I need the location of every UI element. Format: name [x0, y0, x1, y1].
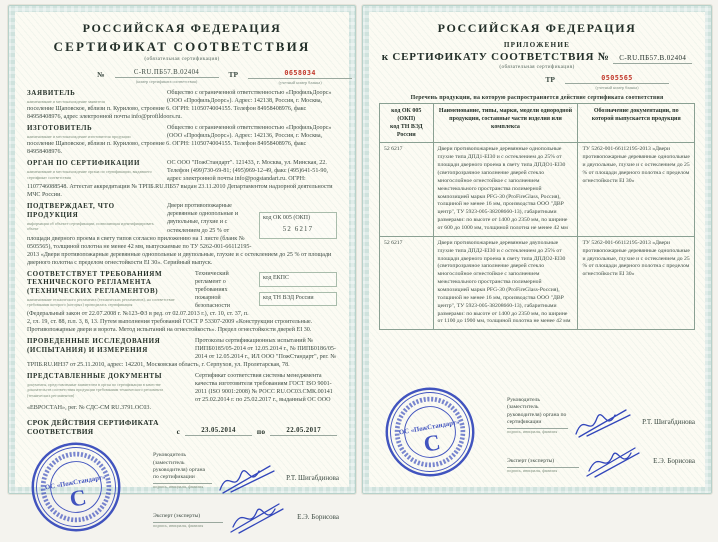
validity-from-label: с: [176, 427, 181, 437]
documents-label: ПРЕДСТАВЛЕННЫЕ ДОКУМЕНТЫ: [27, 372, 163, 381]
column-header-codes: [380, 104, 434, 143]
head-signature-row: [153, 452, 339, 489]
annex-stamp-letter: С: [421, 429, 443, 457]
compliance-text: Технический регламент о требованиях пожарной безопасности (Федеральный закон от 22.07.2008 г. №123-ФЗ в ред. от 02.07.2013 г.), ст. 10, ст. 37, п. 2, гл. 19, ст. 88, п.п. 3, 8, 13. Путем выполнения требований ГОСТ Р 53307-2009 «Конструкции строительные. Противопожарные двери и ворота. Метод испытаний на огнестойкость». Предел огнестойкости дверей EI 30.: [27, 270, 313, 333]
certification-body-text: ОС ООО "ПожСтандарт". 121433, г. Москва, ул. Минская, 22. Телефон (499)730-69-81; (495)969-12-49, факс (495)641-51-90, адрес электронной почты info@pogstandart.ru. ОГРН: 1107746088548. Аттестат аккредитации № ТРПБ.RU.ПБ57 выдан 23.11.2010 Департаментом надзорной деятельности МЧС России.: [27, 160, 333, 199]
expert-signature-icon: [225, 501, 289, 535]
ekps-code-box: [259, 272, 337, 287]
page-title-certificate: СЕРТИФИКАТ СООТВЕТСТВИЯ: [53, 39, 311, 54]
annex-blank-number-row: [379, 74, 669, 90]
manufacturer-sublabel: наименование и местонахождение изготовителя продукции: [27, 133, 131, 139]
section-applicant: [27, 89, 337, 121]
stamp-center-text: ОС «ПожСтандарт»: [44, 474, 107, 492]
annex-certificate-number: C-RU.ПБ57.В.02404: [613, 54, 692, 64]
certificate-number: C-RU.ПБ57.В.02404: [115, 69, 219, 78]
compliance-sublabel: наименование технического регламента (технических регламентов), на соответствие требованиям которого (которых) проводилась сертификация: [27, 296, 175, 308]
annex-head-signature-caption: подпись, инициалы, фамилия: [507, 429, 558, 435]
compliance-label: СООТВЕТСТВУЕТ ТРЕБОВАНИЯМ ТЕХНИЧЕСКОГО РЕГЛАМЕНТА (ТЕХНИЧЕСКИХ РЕГЛАМЕНТОВ): [27, 269, 163, 296]
ekps-code-label: код ЕКПС: [263, 274, 289, 281]
annex-head-signature-label-block: [507, 397, 568, 434]
annex-title-row: [379, 51, 695, 63]
signature-block: [25, 442, 339, 534]
annex-title-prefix: к СЕРТИФИКАТУ СООТВЕТСТВИЯ №: [381, 51, 610, 63]
annex-head-signature-name: Р.Т. Шигабдинова: [642, 418, 695, 427]
annex-certification-body-stamp: [376, 378, 485, 487]
applicant-label: ЗАЯВИТЕЛЬ: [27, 89, 76, 97]
certification-body-label: ОРГАН ПО СЕРТИФИКАЦИИ: [27, 159, 141, 168]
certificate-number-field: [115, 69, 219, 84]
table-row: [380, 143, 695, 236]
head-signature-name: Р.Т. Шигабдинова: [286, 473, 339, 482]
annex-blank-number: 0505565: [565, 74, 669, 84]
head-signature-icon: [214, 462, 278, 496]
number-sign: №: [97, 70, 105, 79]
row2-doc: ТУ 5262-001-66112195-2013 «Двери противопожарные деревянные однопольные и двупольные, глухие и с остеклением до 25 % от площади дверного полотна с пределом огнестойкости EI 30»: [578, 236, 695, 329]
certificate-paper: [15, 12, 349, 529]
head-signature-label: Руководитель (заместитель руководителя) органа по сертификации: [153, 452, 212, 484]
tr-label: ТР: [228, 70, 239, 79]
product-sublabel: информация об объекте сертификации, позволяющая идентифицировать объект: [27, 220, 154, 232]
annex-page: [362, 5, 712, 494]
validity-row: [27, 418, 337, 436]
applicant-text: Общество с ограниченной ответственностью «ПрофильДоорс» (ООО «ПрофильДоорс»). Адрес: 142138, Россия, г. Москва, поселение Щаповское, вблизи п. Курилово, строение 6. ОГРН: 1105074004155. Телефон 84958408976, факс 84958408976, адрес электронной почты info@profildoors.ru.: [27, 90, 332, 121]
research-label-block: [27, 337, 195, 355]
section-compliance: [27, 270, 337, 334]
section-manufacturer: [27, 124, 337, 156]
section-product: [27, 202, 337, 266]
expert-signature-label: Эксперт (эксперты): [153, 513, 223, 522]
compliance-label-block: [27, 270, 195, 308]
annex-expert-signature-icon: [581, 445, 645, 479]
applicant-label-block: [27, 89, 167, 104]
product-label: ПОДТВЕРЖДАЕТ, ЧТО ПРОДУКЦИЯ: [27, 202, 115, 220]
certification-body-stamp: [22, 433, 131, 542]
documents-label-block: [27, 372, 195, 398]
annex-blank-number-caption: (учетный номер бланка): [595, 85, 639, 90]
row2-name: Двери противопожарные деревянные двупольные глухие типа ДПД2-EI30 и с остеклением до 25% от площади дверного проема в свету типа ДПДО2-EI30 (светопрозрачное заполнение дверей стекло многослойное огнестойкое с заполнением межстекольного пространства полимерной композицией марки PFG-30 (ProFireGlass-Россия), толщиной не менее 16 мм, производства ООО "ДВР центр", ТУ 5923-005-38208660-13), габаритными размерами: по высоте от 1400 до 2350 мм, по ширине от 1100 до 1900 мм, толщиной полотна не менее 42 мм: [433, 236, 578, 329]
validity-from-date: 23.05.2014: [185, 427, 252, 436]
certificate-page: [8, 5, 356, 529]
annex-head-signature-row: [507, 397, 695, 434]
column-header-okp: код ОК 005 (ОКП): [391, 108, 422, 123]
blank-number: 0658034: [248, 69, 352, 79]
column-header-doc: Обозначение документации, по которой выпускается продукция: [578, 104, 695, 143]
validity-label: СРОК ДЕЙСТВИЯ СЕРТИФИКАТА СООТВЕТСТВИЯ: [27, 418, 159, 437]
page-title-country: РОССИЙСКАЯ ФЕДЕРАЦИЯ: [82, 21, 282, 35]
annex-signature-rows: [507, 387, 695, 473]
blank-number-field: [248, 69, 352, 85]
manufacturer-label: ИЗГОТОВИТЕЛЬ: [27, 124, 93, 133]
stamp-letter: С: [67, 484, 89, 513]
okp-code-value: 52 6217: [282, 226, 314, 234]
row2-code: 52 6217: [380, 236, 434, 329]
expert-signature-name: Е.Э. Борисова: [297, 512, 339, 521]
column-header-tnved: код ТН ВЭД России: [389, 124, 423, 139]
tnved-code-box: [259, 292, 337, 307]
annex-expert-signature-label-block: [507, 458, 579, 473]
manufacturer-text: Общество с ограниченной ответственностью «ПрофильДоорс» (ООО «ПрофильДоорс»). Адрес: 142136, Россия, г. Москва, поселение Щаповское, вблизи п. Курилово, строение 6. ОГРН: 1105074004155. Телефон 84958408976, факс 84958408976.: [27, 125, 332, 156]
okp-code-label: код ОК 005 (ОКП): [263, 215, 310, 222]
product-label-block: [27, 202, 167, 232]
signature-rows: [153, 442, 339, 528]
okp-code-box-wrap: [259, 212, 337, 244]
applicant-sublabel: наименование и местонахождение заявителя: [27, 98, 105, 104]
certification-body-label-block: [27, 159, 167, 180]
annex-paper: [369, 12, 705, 487]
annex-expert-signature-caption: подпись, инициалы, фамилия: [507, 468, 558, 474]
column-header-name: Наименование, типы, марки, модели однородной продукции, составные части изделия или комплекса: [433, 104, 578, 143]
blank-number-caption: (учетный номер бланка): [278, 80, 322, 85]
product-table-caption: Перечень продукции, на которую распространяется действие сертификата соответствия: [410, 95, 664, 101]
documents-sublabel: документы, представленные заявителем в орган по сертификации в качестве доказательств соответствия продукции требованиям технического регламента (технических регламентов): [27, 381, 164, 398]
certification-body-sublabel: наименование и местонахождение органа по сертификации, выдавшего сертификат соответствия: [27, 169, 152, 180]
annex-tr-label: ТР: [545, 75, 555, 84]
okp-code-box: [259, 212, 337, 239]
head-signature-label-block: [153, 452, 212, 489]
expert-signature-row: [153, 501, 339, 529]
documents-text: Сертификат соответствия системы менеджмента качества изготовителя требованиям ГОСТ ISO 9001-2011 (ISO 9001:2008) № РОСС RU.ОС03.СМК.00141 от 25.02.2014 г. по 25.02.2017 г., выданный ОС ООО «ЕВРОСТАН», рег. № СДС-СМ RU.3791.ОС03.: [27, 373, 333, 412]
row1-code: 52 6217: [380, 143, 434, 236]
validity-to-label: по: [256, 427, 266, 437]
annex-label: ПРИЛОЖЕНИЕ: [503, 41, 571, 49]
annex-blank-number-field: [565, 74, 669, 90]
annex-signature-block: [379, 387, 695, 479]
expert-signature-label-block: [153, 513, 223, 528]
research-label: ПРОВЕДЕННЫЕ ИССЛЕДОВАНИЯ (ИСПЫТАНИЯ) И ИЗМЕРЕНИЯ: [27, 336, 161, 354]
tnved-code-label: код ТН ВЭД России: [263, 294, 314, 301]
expert-signature-caption: подпись, инициалы, фамилия: [153, 523, 204, 529]
section-research: [27, 337, 337, 369]
research-text: Протоколы сертификационных испытаний № ПИПБ0185/05-2014 от 12.05.2014 г., № ПИПБ0186/05-2014 от 12.05.2014 г., ИЛ ООО "ПожСтандарт", рег. № ТРПБ.RU.ИН37 от 25.11.2010, адрес: 142201, Московская область, г. Серпухов, ул. Пролетарская, 78.: [27, 337, 337, 368]
row1-doc: ТУ 5262-001-66112195-2013 «Двери противопожарные деревянные однопольные и двупольные, глухие и с остеклением до 25 % от площади дверного полотна с пределом огнестойкости EI 30»: [578, 143, 695, 236]
annex-certification-type-caption: (обязательная сертификация): [499, 64, 575, 70]
certificate-number-row: [97, 69, 339, 85]
table-row: [380, 236, 695, 329]
certificate-number-caption: (номер сертификата соответствия): [135, 79, 198, 84]
certification-type-caption: (обязательная сертификация): [144, 56, 220, 62]
section-documents: [27, 372, 337, 412]
annex-head-signature-icon: [570, 406, 634, 440]
annex-expert-signature-row: [507, 445, 695, 473]
other-code-boxes: [259, 272, 337, 312]
product-table-header-row: [380, 104, 695, 143]
annex-expert-signature-name: Е.Э. Борисова: [653, 457, 695, 466]
annex-stamp-center-text: ОС «ПожСтандарт»: [398, 418, 461, 437]
validity-to-date: 22.05.2017: [270, 427, 337, 436]
product-text: Двери противопожарные деревянные однопольные и двупольные, глухие и с остеклением до 25 % от площади дверного проема в свету типов согласно приложению на 1 листе (бланк № 0505565), толщиной полотна не менее 42 мм, выпускаемые по ТУ 5262-001-66112195-2013 «Двери противопожарные деревянные однопольные и двупольные, глухие и с остеклением до 25 % от площади дверного полотна с пределом огнестойкости EI 30». Серийный выпуск.: [27, 203, 332, 266]
annex-expert-signature-label: Эксперт (эксперты): [507, 458, 579, 467]
product-table: [379, 103, 695, 330]
annex-head-signature-label: Руководитель (заместитель руководителя) органа по сертификации: [507, 397, 568, 429]
row1-name: Двери противопожарные деревянные однопольные глухие типа ДПД1-EI30 и с остеклением до 25% от площади дверного проема в свету типа ДПДО1-EI30 (светопрозрачное заполнение дверей стекло многослойное огнестойкое с заполнением межстекольного пространства полимерной композицией марки PFG-30 (ProFireGlass, Россия), толщиной не менее 16 мм, производства ООО "ДВР центр", ТУ 5923-005-38208660-13), габаритными размерами: по высоте от 1400 до 2350 мм, по ширине от 600 до 1000 мм, толщиной полотна не менее 42 мм: [433, 143, 578, 236]
section-certification-body: [27, 159, 337, 199]
manufacturer-label-block: [27, 124, 167, 139]
head-signature-caption: подпись, инициалы, фамилия: [153, 484, 204, 490]
annex-title-country: РОССИЙСКАЯ ФЕДЕРАЦИЯ: [437, 21, 637, 35]
